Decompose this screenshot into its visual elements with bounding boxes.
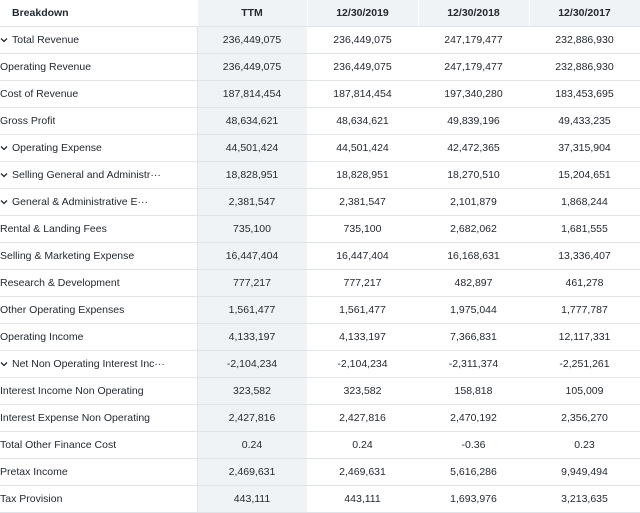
table-row	[0, 81, 640, 108]
row-label[interactable]	[0, 189, 197, 216]
cell-value: 48,634,621	[197, 108, 307, 135]
cell-value: 2,101,879	[418, 189, 529, 216]
cell-value: -2,104,234	[197, 351, 307, 378]
cell-value: 7,366,831	[418, 324, 529, 351]
row-label	[0, 432, 197, 459]
cell-value: -0.36	[418, 432, 529, 459]
table-row	[0, 405, 640, 432]
cell-value: 247,179,477	[418, 27, 529, 54]
breakdown-header: Breakdown	[0, 0, 197, 27]
table-row[interactable]	[0, 351, 640, 378]
cell-value: 0.24	[197, 432, 307, 459]
row-label-text: Selling General and Administr···	[12, 169, 161, 182]
row-label[interactable]	[0, 135, 197, 162]
row-label-text: Operating Expense	[12, 142, 102, 155]
cell-value: 105,009	[529, 378, 640, 405]
cell-value: 197,340,280	[418, 81, 529, 108]
table-row[interactable]	[0, 27, 640, 54]
table-row	[0, 378, 640, 405]
chevron-down-icon[interactable]	[0, 198, 8, 206]
cell-value: 2,381,547	[197, 189, 307, 216]
cell-value: 42,472,365	[418, 135, 529, 162]
cell-value: 18,828,951	[197, 162, 307, 189]
cell-value: 0.23	[529, 432, 640, 459]
table-row[interactable]	[0, 162, 640, 189]
row-label[interactable]	[0, 162, 197, 189]
cell-value: 2,381,547	[307, 189, 418, 216]
cell-value: 1,975,044	[418, 297, 529, 324]
cell-value: 9,949,494	[529, 459, 640, 486]
cell-value: -2,104,234	[307, 351, 418, 378]
cell-value: 187,814,454	[197, 81, 307, 108]
row-label-text: Other Operating Expenses	[0, 304, 125, 317]
cell-value: 18,270,510	[418, 162, 529, 189]
row-label-text: Operating Income	[0, 331, 84, 344]
cell-value: 735,100	[197, 216, 307, 243]
cell-value: 44,501,424	[307, 135, 418, 162]
column-header-ttm[interactable]: TTM	[197, 0, 307, 27]
cell-value: 1,561,477	[197, 297, 307, 324]
cell-value: 1,777,787	[529, 297, 640, 324]
row-label-text: Interest Income Non Operating	[0, 385, 144, 398]
table-row[interactable]	[0, 135, 640, 162]
cell-value: 2,470,192	[418, 405, 529, 432]
row-label-text: Pretax Income	[0, 466, 68, 479]
chevron-down-icon[interactable]	[0, 36, 8, 44]
cell-value: 49,433,235	[529, 108, 640, 135]
table-row	[0, 486, 640, 513]
cell-value: 2,469,631	[197, 459, 307, 486]
cell-value: 443,111	[307, 486, 418, 513]
table-row[interactable]	[0, 189, 640, 216]
cell-value: 2,356,270	[529, 405, 640, 432]
chevron-down-icon[interactable]	[0, 144, 8, 152]
cell-value: 2,469,631	[307, 459, 418, 486]
cell-value: 482,897	[418, 270, 529, 297]
cell-value: 1,868,244	[529, 189, 640, 216]
table-row	[0, 459, 640, 486]
cell-value: 1,561,477	[307, 297, 418, 324]
table-row	[0, 243, 640, 270]
row-label	[0, 216, 197, 243]
cell-value: 187,814,454	[307, 81, 418, 108]
table-row	[0, 270, 640, 297]
row-label-text: Research & Development	[0, 277, 120, 290]
cell-value: -2,311,374	[418, 351, 529, 378]
row-label	[0, 54, 197, 81]
table-row	[0, 108, 640, 135]
row-label	[0, 459, 197, 486]
cell-value: 12,117,331	[529, 324, 640, 351]
row-label	[0, 297, 197, 324]
table-row	[0, 216, 640, 243]
cell-value: 323,582	[307, 378, 418, 405]
cell-value: 48,634,621	[307, 108, 418, 135]
cell-value: 236,449,075	[197, 27, 307, 54]
table-row	[0, 432, 640, 459]
cell-value: 4,133,197	[197, 324, 307, 351]
cell-value: 183,453,695	[529, 81, 640, 108]
cell-value: 18,828,951	[307, 162, 418, 189]
cell-value: 443,111	[197, 486, 307, 513]
row-label	[0, 81, 197, 108]
cell-value: 49,839,196	[418, 108, 529, 135]
cell-value: 16,447,404	[197, 243, 307, 270]
row-label-text: Gross Profit	[0, 115, 56, 128]
row-label	[0, 324, 197, 351]
cell-value: 3,213,635	[529, 486, 640, 513]
table-row	[0, 297, 640, 324]
cell-value: 236,449,075	[307, 54, 418, 81]
row-label-text: Net Non Operating Interest Inc···	[12, 358, 165, 371]
chevron-down-icon[interactable]	[0, 360, 8, 368]
cell-value: 13,336,407	[529, 243, 640, 270]
row-label[interactable]	[0, 27, 197, 54]
cell-value: 37,315,904	[529, 135, 640, 162]
cell-value: 16,447,404	[307, 243, 418, 270]
cell-value: 2,427,816	[197, 405, 307, 432]
cell-value: 16,168,631	[418, 243, 529, 270]
row-label-text: General & Administrative E···	[12, 196, 148, 209]
row-label	[0, 270, 197, 297]
cell-value: 247,179,477	[418, 54, 529, 81]
header-row	[0, 0, 640, 27]
row-label-text: Total Revenue	[12, 34, 80, 47]
column-header-2018[interactable]: 12/30/2018	[418, 0, 529, 27]
row-label	[0, 243, 197, 270]
row-label-text: Interest Expense Non Operating	[0, 412, 151, 425]
row-label	[0, 108, 197, 135]
table-row	[0, 54, 640, 81]
cell-value: 735,100	[307, 216, 418, 243]
cell-value: 236,449,075	[197, 54, 307, 81]
cell-value: 44,501,424	[197, 135, 307, 162]
row-label	[0, 378, 197, 405]
row-label	[0, 405, 197, 432]
cell-value: 1,693,976	[418, 486, 529, 513]
cell-value: 777,217	[197, 270, 307, 297]
cell-value: 236,449,075	[307, 27, 418, 54]
row-label-text: Rental & Landing Fees	[0, 223, 107, 236]
row-label-text: Tax Provision	[0, 493, 63, 506]
row-label-text: Selling & Marketing Expense	[0, 250, 135, 263]
cell-value: 232,886,930	[529, 54, 640, 81]
row-label[interactable]	[0, 351, 197, 378]
cell-value: 4,133,197	[307, 324, 418, 351]
cell-value: 0.24	[307, 432, 418, 459]
cell-value: 1,681,555	[529, 216, 640, 243]
column-header-2017[interactable]: 12/30/2017	[529, 0, 640, 27]
cell-value: 232,886,930	[529, 27, 640, 54]
cell-value: 323,582	[197, 378, 307, 405]
cell-value: 777,217	[307, 270, 418, 297]
column-header-2019[interactable]: 12/30/2019	[307, 0, 418, 27]
cell-value: 15,204,651	[529, 162, 640, 189]
row-label-text: Cost of Revenue	[0, 88, 79, 101]
row-label	[0, 486, 197, 513]
cell-value: 2,427,816	[307, 405, 418, 432]
cell-value: -2,251,261	[529, 351, 640, 378]
cell-value: 2,682,062	[418, 216, 529, 243]
chevron-down-icon[interactable]	[0, 171, 8, 179]
cell-value: 5,616,286	[418, 459, 529, 486]
row-label-text: Total Other Finance Cost	[0, 439, 117, 452]
table-row	[0, 324, 640, 351]
row-label-text: Operating Revenue	[0, 61, 92, 74]
cell-value: 158,818	[418, 378, 529, 405]
cell-value: 461,278	[529, 270, 640, 297]
